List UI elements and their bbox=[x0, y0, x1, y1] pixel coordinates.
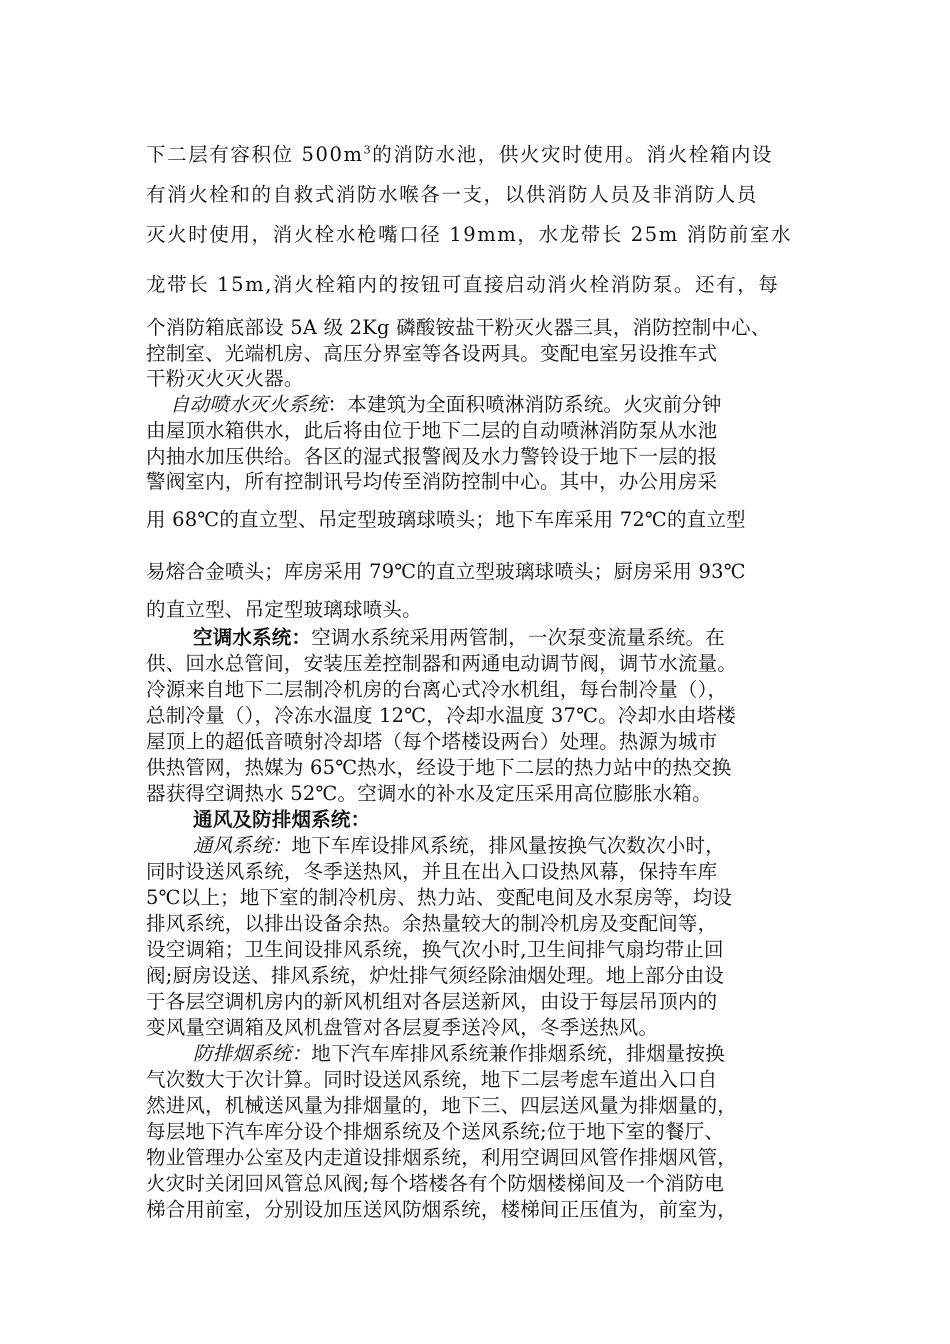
text-line: 于各层空调机房内的新风机组对各层送新风，由设于每层吊顶内的 bbox=[146, 990, 718, 1013]
text-line: 每层地下汽车库分设个排烟系统及个送风系统;位于地下室的餐厅、 bbox=[146, 1120, 725, 1143]
text-segment: 地下汽车库排风系统兼作排烟系统，排烟量按换 bbox=[311, 1042, 725, 1065]
section-heading: 自动喷水灭火系统 bbox=[170, 393, 328, 416]
text-line: 的直立型、吊定型玻璃球喷头。 bbox=[146, 598, 422, 621]
text-line: 由屋顶水箱供水，此后将由位于地下二层的自动喷淋消防泵从水池 bbox=[146, 419, 718, 442]
text-line: 器获得空调热水 52℃。空调水的补水及定压采用高位膨胀水箱。 bbox=[146, 782, 712, 805]
text-line: 警阀室内，所有控制讯号均传至消防控制中心。其中，办公用房采 bbox=[146, 470, 718, 493]
section-heading: 通风及防排烟系统： bbox=[193, 808, 371, 831]
text-line: 气次数大于次计算。同时设送风系统，地下二层考虑车道出入口自 bbox=[146, 1068, 718, 1091]
text-line: 个消防箱底部设 5A 级 2Kg 磷酸铵盐干粉灭火器三具，消防控制中心、 bbox=[146, 316, 771, 339]
sub-heading: 通风系统： bbox=[193, 834, 292, 857]
text-line: 供、回水总管间，安装压差控制器和两通电动调节阀，调节水流量。 bbox=[146, 652, 738, 675]
text-line bbox=[170, 392, 806, 418]
text-line: 内抽水加压供给。各区的湿式报警阀及水力警铃设于地下一层的报 bbox=[146, 445, 718, 468]
superscript: 3 bbox=[363, 143, 373, 157]
text-line: 有消火栓和的自救式消防水喉各一支，以供消防人员及非消防人员 bbox=[146, 183, 758, 206]
sub-heading: 防排烟系统： bbox=[193, 1042, 312, 1065]
text-line: 同时设送风系统，冬季送热风，并且在出入口设热风幕，保持车库 bbox=[146, 860, 718, 883]
text-segment: 地下车库设排风系统，排风量按换气次数次小时， bbox=[291, 834, 725, 857]
text-line: 阀;厨房设送、排风系统，炉灶排气须经除油烟处理。地上部分由设 bbox=[146, 964, 725, 987]
text-line: 变风量空调箱及风机盘管对各层夏季送冷风，冬季送热风。 bbox=[146, 1016, 659, 1039]
text-line: 用 68℃的直立型、吊定型玻璃球喷头；地下车库采用 72℃的直立型 bbox=[146, 508, 746, 531]
text-line: 排风系统，以排出设备余热。余热量较大的制冷机房及变配间等， bbox=[146, 912, 718, 935]
text-segment: 的消防水池，供火灾时使用。消火栓箱内设 bbox=[372, 143, 774, 166]
text-line: 梯合用前室，分别设加压送风防烟系统，楼梯间正压值为，前室为， bbox=[146, 1198, 738, 1221]
text-line: 火灾时关闭回风管总风阀;每个塔楼各有个防烟楼梯间及一个消防电 bbox=[146, 1172, 725, 1195]
text-segment: 空调水系统采用两管制，一次泵变流量系统。在 bbox=[311, 626, 725, 649]
text-line: 物业管理办公室及内走道设排烟系统，利用空调回风管作排烟风管， bbox=[146, 1146, 738, 1169]
text-line: 供热管网，热媒为 65℃热水，经设于地下二层的热力站中的热交换 bbox=[146, 756, 732, 779]
text-line: 总制冷量（），冷冻水温度 12℃，冷却水温度 37℃。冷却水由塔楼 bbox=[146, 704, 737, 727]
text-line bbox=[146, 142, 806, 168]
text-line: 龙带长 15m,消火栓箱内的按钮可直接启动消火栓消防泵。还有，每 bbox=[146, 273, 780, 296]
section-heading: 空调水系统： bbox=[193, 626, 312, 649]
text-line: 易熔合金喷头；库房采用 79℃的直立型玻璃球喷头；厨房采用 93℃ bbox=[146, 560, 746, 583]
text-line: 冷源来自地下二层制冷机房的台离心式冷水机组，每台制冷量（）， bbox=[146, 678, 728, 701]
text-line: 屋顶上的超低音喷射冷却塔（每个塔楼设两台）处理。热源为城市 bbox=[146, 730, 718, 753]
text-line: 控制室、光端机房、高压分界室等各设两具。变配电室另设推车式 bbox=[146, 342, 718, 365]
text-line: 干粉灭火灭火器。 bbox=[146, 367, 304, 390]
text-line: 然进风，机械送风量为排烟量的，地下三、四层送风量为排烟量的， bbox=[146, 1094, 738, 1117]
text-segment: ：本建筑为全面积喷淋消防系统。火灾前分钟 bbox=[327, 393, 722, 416]
text-line: 设空调箱；卫生间设排风系统，换气次小时,卫生间排气扇均带止回 bbox=[146, 938, 724, 961]
text-line: 5℃以上；地下室的制冷机房、热力站、变配电间及水泵房等，均设 bbox=[146, 886, 733, 909]
text-line bbox=[193, 625, 806, 651]
text-segment: 下二层有容积位 500m bbox=[146, 143, 364, 166]
text-line: 灭火时使用，消火栓水枪嘴口径 19mm，水龙带长 25m 消防前室水 bbox=[146, 223, 793, 246]
text-line bbox=[193, 833, 806, 859]
text-line bbox=[193, 1041, 806, 1067]
